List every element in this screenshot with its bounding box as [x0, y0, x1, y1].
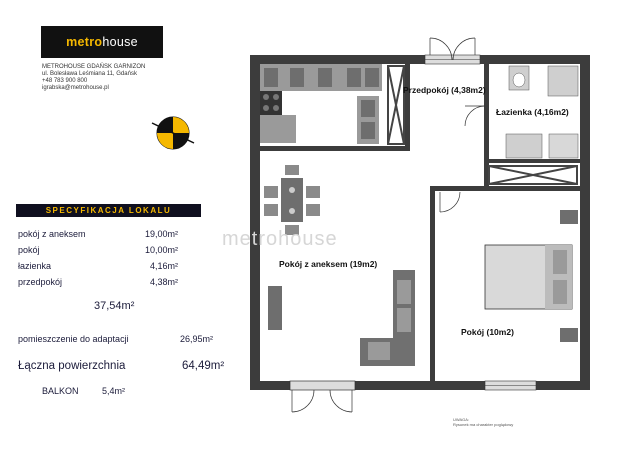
room-name-bedroom: pokój	[18, 245, 40, 255]
adaptation-label: pomieszczenie do adaptacji	[18, 334, 129, 344]
room-area-hallway: 4,38m²	[149, 277, 178, 287]
label-bedroom: Pokój (10m2)	[461, 327, 514, 337]
agency-email: igrabska@metrohouse.pl	[42, 85, 109, 91]
label-bathroom: Łazienka (4,16m2)	[496, 107, 569, 117]
total-area: 64,49m²	[182, 360, 225, 372]
spec-title: SPECYFIKACJA LOKALU	[16, 204, 201, 217]
agency-phone: +48 783 900 800	[42, 78, 88, 84]
balcony-label: BALKON	[42, 386, 79, 396]
room-name-hallway: przedpokój	[18, 277, 63, 287]
watermark: metrohouse	[222, 228, 338, 250]
total-label: Łączna powierzchnia	[18, 360, 126, 372]
subtotal-area: 37,54m²	[94, 300, 135, 312]
agency-street: ul. Bolesława Leśmiana 11, Gdańsk	[42, 71, 137, 77]
kitchen-units	[260, 64, 382, 144]
sofa	[360, 270, 415, 366]
balcony-area: 5,4m²	[102, 386, 126, 396]
label-hallway: Przedpokój (4,38m2)	[403, 85, 486, 95]
tv-cabinet	[268, 286, 282, 330]
room-area-bedroom: 10,00m²	[144, 245, 178, 255]
logo-part-house: house	[102, 35, 138, 49]
outer-walls	[250, 55, 590, 390]
note-title: UWAGA:	[453, 417, 470, 422]
compass-icon	[152, 117, 194, 149]
agency-name: METROHOUSE GDAŃSK GARNIZON	[42, 64, 146, 70]
logo-part-metro: metro	[66, 35, 103, 49]
room-name-bathroom: łazienka	[18, 261, 52, 271]
room-area-bathroom: 4,16m²	[149, 261, 178, 271]
room-area-living: 19,00m²	[144, 229, 178, 239]
window-bottom	[485, 381, 536, 390]
bed	[485, 210, 578, 342]
window-top	[425, 55, 480, 64]
label-living: Pokój z aneksem (19m2)	[279, 259, 378, 269]
dining-table	[264, 165, 320, 235]
room-name-living: pokój z aneksem	[18, 229, 86, 239]
balcony-door-bottom	[290, 381, 355, 412]
adaptation-area: 26,95m²	[180, 334, 214, 344]
doors	[440, 106, 485, 212]
note-text: Rysunek ma charakter poglądowy	[453, 422, 514, 427]
